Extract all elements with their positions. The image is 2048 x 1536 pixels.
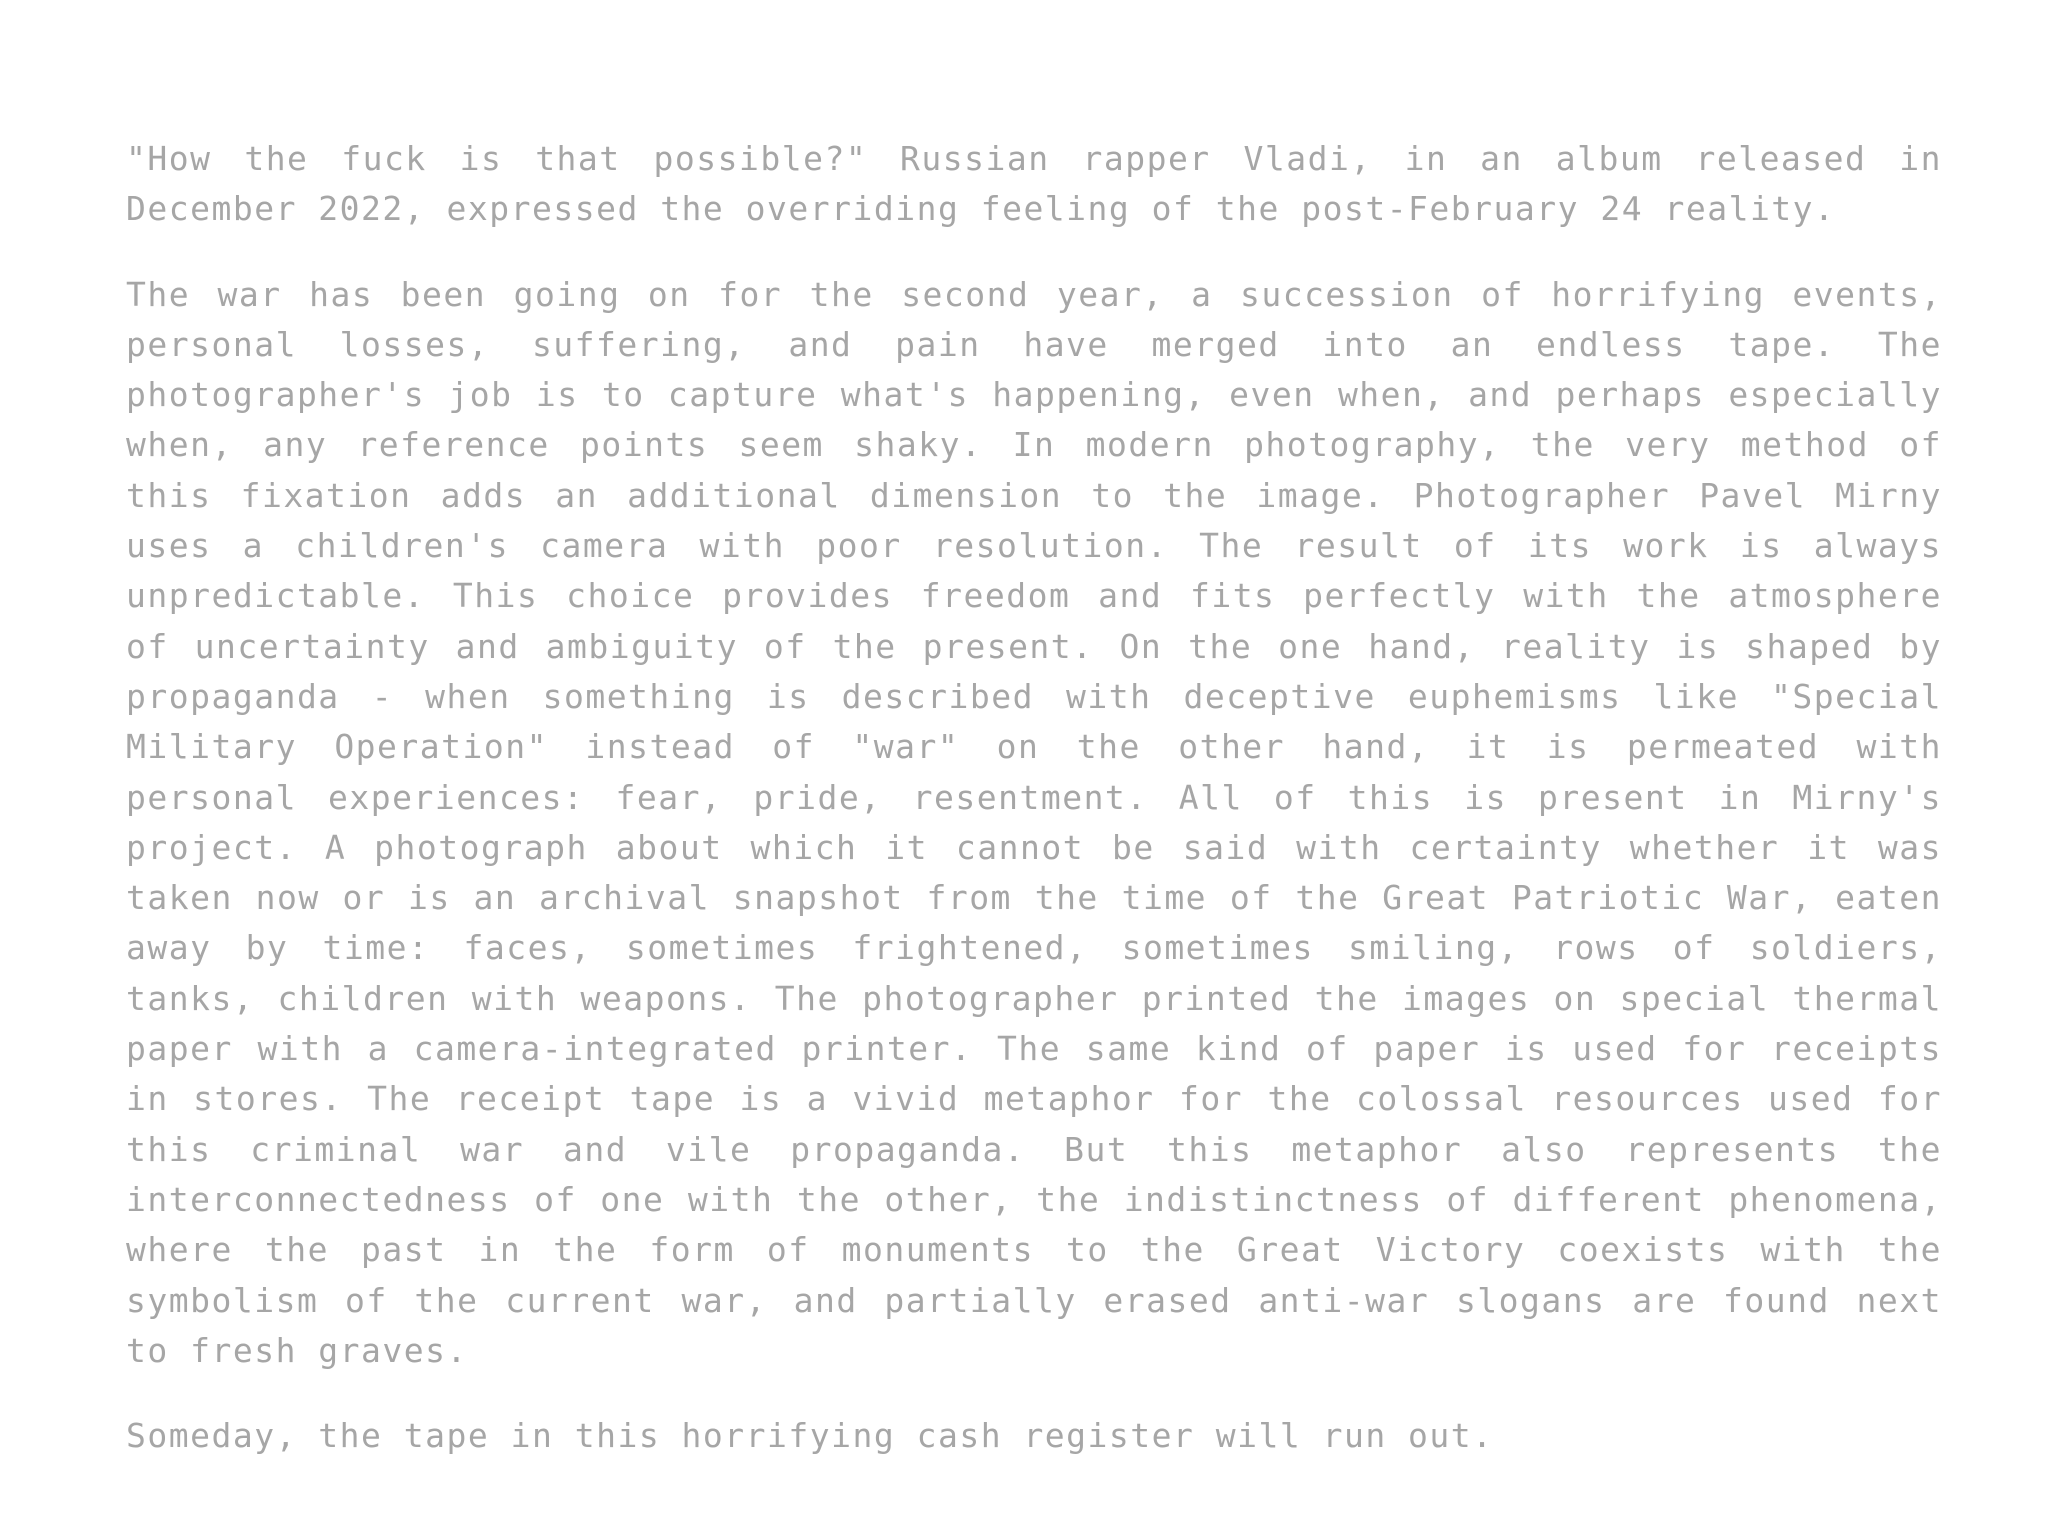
- paragraph-main: The war has been going on for the second year, a succession of horrifying events, personal losses, suffering, and pain have merged into an endless tape. The photographer's job is to capture what's happening, even when, and perhaps especially when, any reference points seem shaky. In modern photography, the very method of this fixation adds an additional dimension to the image. Photographer Pavel Mirny uses a children's camera with poor resolution. The result of its work is always unpredictable. This choice provides freedom and fits perfectly with the atmosphere of uncertainty and ambiguity of the present. On the one hand, reality is shaped by propaganda - when something is described with deceptive euphemisms like "Special Military Operation" instead of "war" on the other hand, it is permeated with personal experiences: fear, pride, resentment. All of this is present in Mirny's project. A photograph about which it cannot be said with certainty whether it was taken now or is an archival snapshot from the time of the Great Patriotic War, eaten away by time: faces, sometimes frightened, sometimes smiling, rows of soldiers, tanks, children with weapons. The photographer printed the images on special thermal paper with a camera-integrated printer. The same kind of paper is used for receipts in stores. The receipt tape is a vivid metaphor for the colossal resources used for this criminal war and vile propaganda. But this metaphor also represents the interconnectedness of one with the other, the indistinctness of different phenomena, where the past in the form of monuments to the Great Victory coexists with the symbolism of the current war, and partially erased anti-war slogans are found next to fresh graves.: [126, 274, 1942, 1370]
- article-body: [126, 134, 1942, 1496]
- paragraph-closing: Someday, the tape in this horrifying cash register will run out.: [126, 1416, 1494, 1456]
- paragraph-intro: "How the fuck is that possible?" Russian rapper Vladi, in an album released in December 2022, expressed the overriding feeling of the post-February 24 reality.: [126, 139, 1942, 229]
